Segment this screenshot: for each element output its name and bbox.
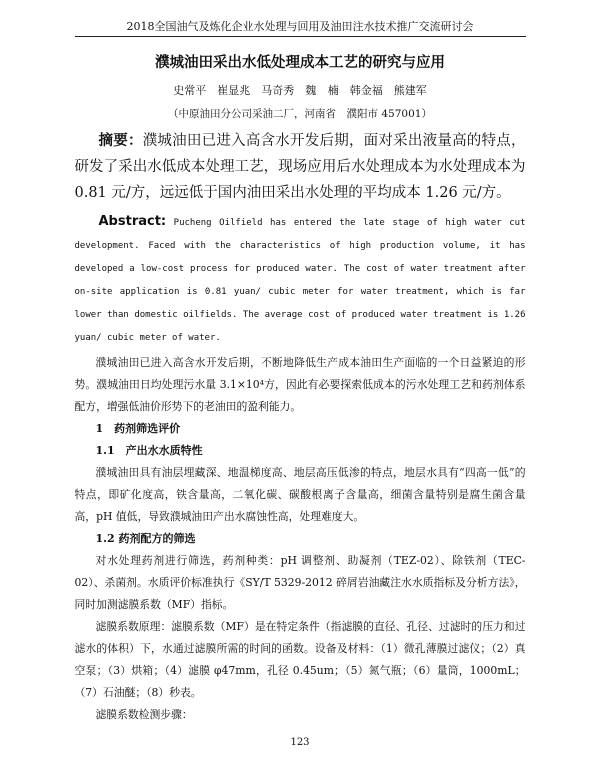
affiliation: （中原油田分公司采油二厂，河南省 濮阳市 457001） (168, 108, 432, 120)
paper-title: 濮城油田采出水低处理成本工艺的研究与应用 (155, 54, 445, 71)
section-heading: 1 药剂筛选评价 (95, 422, 181, 435)
running-header: 2018全国油气及炼化企业水处理与回用及油田注水技术推广交流研讨会 (75, 20, 526, 37)
abstract-en-label: Abstract: (98, 214, 167, 229)
abstract-cn-label: 摘要： (98, 132, 143, 149)
subsection-heading: 1.2 药剂配方的筛选 (95, 532, 196, 545)
abstract-cn (75, 128, 526, 206)
abstract-cn-text: 濮城油田已进入高含水开发后期，面对采出液量高的特点，研发了采出水低成本处理工艺，现场应用后水处理成本为水处理成本为 0.81 元/方，远远低于国内油田采出水处理的平均成本 1.26 元/方。 (74, 133, 526, 201)
paragraph: 对水处理药剂进行筛选，药剂种类：pH 调整剂、助凝剂（TEZ-02）、除铁剂（TEC-02）、杀菌剂。水质评价标准执行《SY/T 5329-2012 碎屑岩油藏注水水质指标及分析方法》，同时加测滤膜系数（MF）指标。 (74, 554, 526, 611)
subsection-heading: 1.1 产出水水质特性 (95, 444, 203, 457)
page-number: 123 (290, 737, 310, 748)
document-page (75, 0, 526, 758)
authors: 史常平 崔显兆 马奇秀 魏 楠 韩金福 熊建军 (173, 84, 427, 97)
abstract-en (75, 210, 526, 350)
paragraph: 滤膜系数原理：滤膜系数（MF）是在特定条件（指滤膜的直径、孔径、过滤时的压力和过滤水的体积）下，水通过滤膜所需的时间的函数。设备及材料：（1）微孔薄膜过滤仪；（2）真空泵；（3）烘箱；（4）滤膜 φ47mm，孔径 0.45um；（5）氮气瓶；（6）量筒，1000mL；（7）石油醚；（8）秒表。 (74, 620, 526, 699)
paragraph: 濮城油田已进入高含水开发后期，不断地降低生产成本油田生产面临的一个日益紧迫的形势。濮城油田日均处理污水量 3.1×10⁴方，因此有必要探索低成本的污水处理工艺和药剂体系配方，增强低油价形势下的老油田的盈利能力。 (74, 356, 526, 413)
paragraph: 濮城油田具有油层埋藏深、地温梯度高、地层高压低渗的特点，地层水具有“四高一低”的特点，即矿化度高，铁含量高，二氧化碳、碳酸根离子含量高，细菌含量特别是腐生菌含量高，pH 值低，导致濮城油田产出水腐蚀性高，处理难度大。 (74, 466, 526, 523)
body-text (75, 352, 526, 726)
paragraph: 滤膜系数检测步骤： (95, 708, 193, 721)
abstract-en-text: Pucheng Oilfield has entered the late stage of high water cut development. Faced with the characteristics of high production volume, it has developed a low-cost process for produced water. The cost of water treatment after on-site application is 0.81 yuan/ cubic meter for water treatment, which is far lower than domestic oilfields. The average cost of produced water treatment is 1.26 yuan/ cubic meter of water. (74, 218, 526, 343)
